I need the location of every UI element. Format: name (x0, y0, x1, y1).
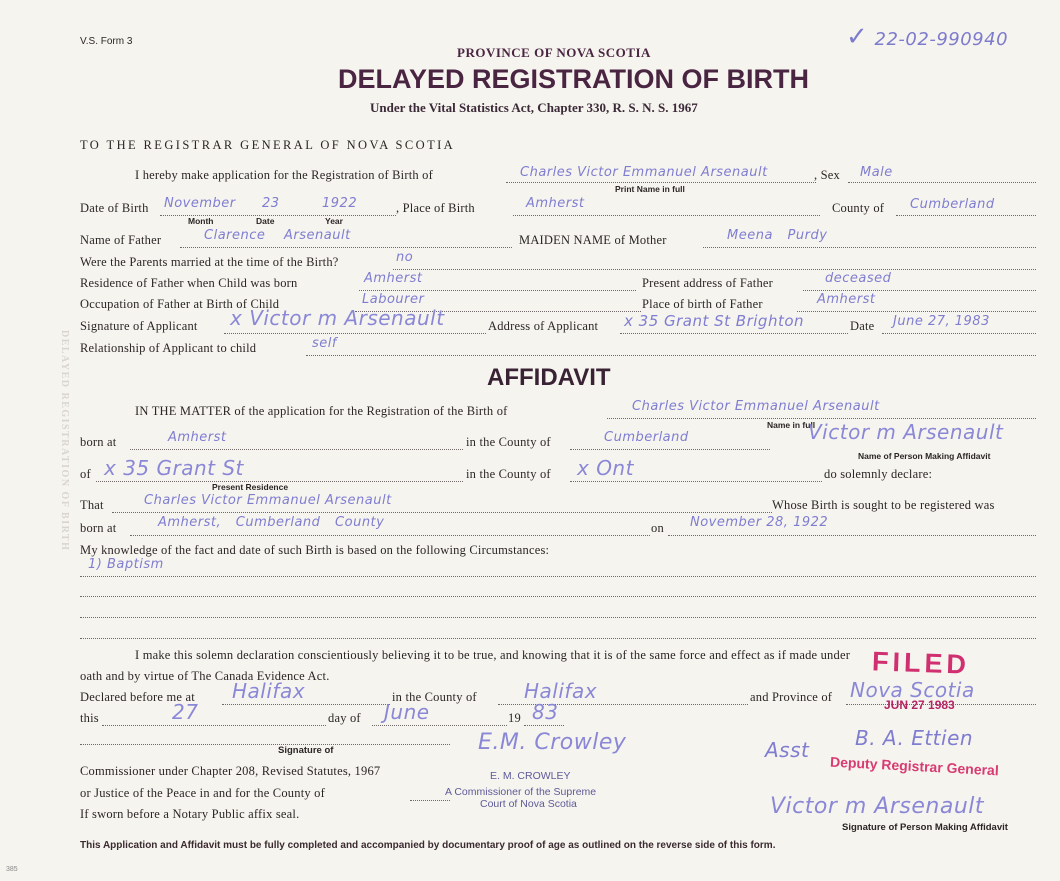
side-watermark-text: DELAYED REGISTRATION OF BIRTH (59, 330, 70, 552)
dob-year-value: 1922 (322, 196, 358, 211)
dob-label: Date of Birth (80, 201, 149, 215)
of-label: of (80, 467, 91, 481)
province-value: Nova Scotia (850, 678, 975, 702)
sex-label: , Sex (814, 168, 840, 182)
solemnly-text: do solemnly declare: (824, 467, 933, 481)
day-value: June (384, 700, 430, 724)
mother-value: Meena Purdy (727, 228, 828, 243)
filed-stamp: FILED (871, 646, 971, 680)
relationship-value: self (312, 336, 337, 351)
addressee: TO THE REGISTRAR GENERAL OF NOVA SCOTIA (80, 138, 456, 152)
asst-handwriting: Asst (765, 738, 810, 762)
matter-text: IN THE MATTER of the application for the Registration of the Birth of (135, 404, 508, 418)
this-value: 27 (172, 700, 199, 724)
affidavit-heading: AFFIDAVIT (487, 364, 611, 391)
born-at2-label: born at (80, 521, 117, 535)
occupation-label: Occupation of Father at Birth of Child (80, 297, 280, 311)
on-label: on (651, 521, 664, 535)
knowledge-text: My knowledge of the fact and date of such Birth is based on the following Circumstances: (80, 543, 550, 557)
person-signature-top: Victor m Arsenault (808, 420, 1004, 444)
of-value: x 35 Grant St (104, 456, 244, 480)
document-subtitle: Under the Vital Statistics Act, Chapter 330, R. S. N. S. 1967 (370, 100, 698, 115)
residence-label: Residence of Father when Child was born (80, 276, 298, 290)
document-title: DELAYED REGISTRATION OF BIRTH (338, 64, 810, 94)
checkmark-icon: ✓ (846, 22, 869, 52)
whose-birth-text: Whose Birth is sought to be registered was (772, 498, 995, 512)
that-value: Charles Victor Emmanuel Arsenault (144, 493, 392, 508)
circumstance-value: 1) Baptism (88, 557, 164, 572)
this-label: this (80, 711, 99, 725)
date-value: June 27, 1983 (893, 314, 990, 329)
filed-stamp-date: JUN 27 1983 (884, 698, 955, 712)
crowley-stamp-name: E. M. CROWLEY (490, 770, 571, 782)
person-caption: Name of Person Making Affidavit (858, 451, 991, 461)
on-value: November 28, 1922 (690, 515, 829, 530)
month-caption: Month (188, 216, 214, 226)
father-birthplace-value: Amherst (817, 292, 876, 307)
born-at2-value: Amherst, Cumberland County (158, 515, 385, 530)
year-value: 83 (532, 700, 559, 724)
deputy-signature: B. A. Ettien (855, 726, 974, 750)
place-label: , Place of Birth (396, 201, 475, 215)
signature-label: Signature of Applicant (80, 319, 198, 333)
date-caption: Date (256, 216, 275, 226)
applicant-signature: x Victor m Arsenault (230, 306, 445, 330)
present-address-label: Present address of Father (642, 276, 774, 290)
signature-of-caption: Signature of (278, 745, 334, 756)
form-id: V.S. Form 3 (80, 36, 133, 47)
solemn-line-2: oath and by virtue of The Canada Evidence Act. (80, 669, 330, 683)
commissioner-signature: E.M. Crowley (478, 730, 627, 755)
file-number: ✓ 22-02-990940 (846, 22, 1009, 52)
year-caption: Year (325, 216, 343, 226)
commissioner-text: Commissioner under Chapter 208, Revised Statutes, 1967 (80, 764, 381, 778)
father-value: Clarence Arsenault (204, 228, 351, 243)
in-county2-label: in the County of (466, 467, 551, 481)
address-value: x 35 Grant St Brighton (624, 312, 805, 330)
declared-label: Declared before me at (80, 690, 195, 704)
relationship-label: Relationship of Applicant to child (80, 341, 257, 355)
present-address-value: deceased (825, 271, 892, 286)
justice-text: or Justice of the Peace in and for the County of (80, 786, 325, 800)
county-label: County of (832, 201, 885, 215)
that-label: That (80, 498, 104, 512)
corner-number: 385 (6, 866, 18, 873)
in-county3-value: Halifax (524, 679, 598, 703)
mother-label: MAIDEN NAME of Mother (519, 233, 667, 247)
married-label: Were the Parents married at the time of the Birth? (80, 255, 339, 269)
county-value: Cumberland (910, 197, 995, 212)
person-signature-caption: Signature of Person Making Affidavit (842, 822, 1008, 833)
in-county-value: Cumberland (604, 430, 689, 445)
place-value: Amherst (526, 196, 585, 211)
declared-value: Halifax (232, 679, 306, 703)
address-label: Address of Applicant (488, 319, 599, 333)
footer-note: This Application and Affidavit must be fully completed and accompanied by documentary proof of age as outlined on the reverse side of this form. (80, 840, 776, 851)
child-name-value: Charles Victor Emmanuel Arsenault (520, 165, 768, 180)
notary-text: If sworn before a Notary Public affix seal. (80, 807, 300, 821)
father-label: Name of Father (80, 233, 162, 247)
matter-name-value: Charles Victor Emmanuel Arsenault (632, 399, 880, 414)
present-residence-caption: Present Residence (212, 482, 289, 492)
residence-value: Amherst (364, 271, 423, 286)
dob-month-value: November (164, 196, 236, 211)
sex-value: Male (860, 165, 893, 180)
date-label: Date (850, 319, 875, 333)
father-birthplace-label: Place of birth of Father (642, 297, 763, 311)
in-county-label: in the County of (466, 435, 551, 449)
crowley-stamp-line2: Court of Nova Scotia (480, 798, 577, 810)
in-county3-label: in the County of (392, 690, 477, 704)
print-name-caption: Print Name in full (615, 184, 685, 194)
year-prefix: 19 (508, 711, 521, 725)
born-at-label: born at (80, 435, 117, 449)
province-label: and Province of (750, 690, 833, 704)
intro-text: I hereby make application for the Registration of Birth of (135, 168, 433, 182)
crowley-stamp-line1: A Commissioner of the Supreme (445, 786, 597, 798)
born-at-value: Amherst (168, 430, 227, 445)
day-label: day of (328, 711, 361, 725)
occupation-value: Labourer (362, 292, 425, 307)
in-county2-value: x Ont (577, 456, 634, 480)
person-signature-bottom: Victor m Arsenault (770, 794, 985, 819)
name-full-caption: Name in full (767, 420, 816, 430)
dob-date-value: 23 (262, 196, 280, 211)
solemn-line-1: I make this solemn declaration conscientiously believing it to be true, and knowing that it is of the same force and effect as if made under (135, 648, 851, 662)
deputy-registrar-stamp: Deputy Registrar General (829, 753, 1000, 779)
married-value: no (396, 250, 414, 265)
province-heading: PROVINCE OF NOVA SCOTIA (457, 45, 651, 60)
